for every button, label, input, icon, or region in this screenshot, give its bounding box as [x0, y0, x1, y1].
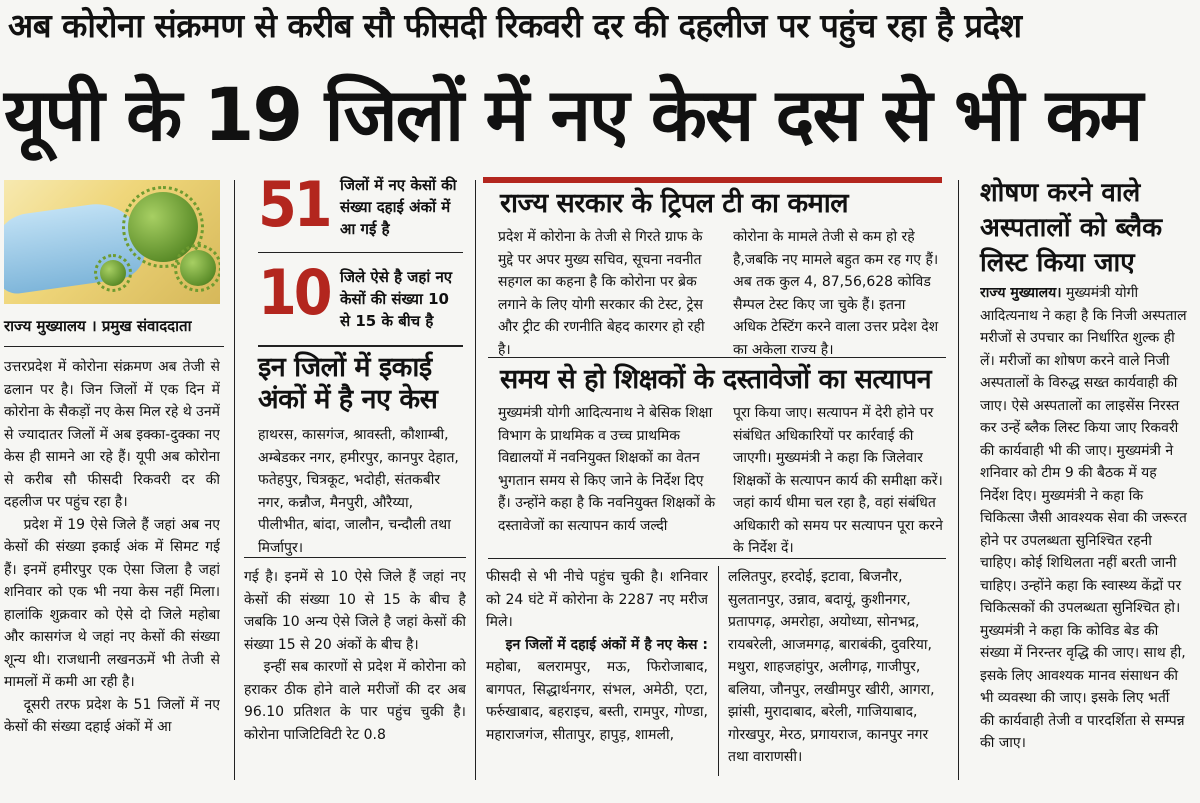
divider: [488, 357, 946, 358]
blacklist-body: मुख्यमंत्री योगी आदित्यनाथ ने कहा है कि निजी अस्पताल मरीजों से उपचार का निर्धारित शुल्क ही लें। मरीजों का शोषण करने वाले निजी अस्पतालों के विरुद्ध सख्त कार्यवाही की जाए। ऐसे अस्पतालों का लाइसेंस निरस्त कर उन्हें ब्लैक लिस्ट किया जाए रिकवरी की कार्यवाही भी की जाए। मुख्यमंत्री ने शनिवार को टीम 9 की बैठक में यह निर्देश दिए। मुख्यमंत्री ने कहा कि चिकित्सा जैसी आवश्यक सेवा की जरूरत होने पर उपलब्धता सुनिश्चित रहनी चाहिए। कोई शिथिलता नहीं बरती जानी चाहिए। उन्होंने कहा कि स्वास्थ्य केंद्रों पर चिकित्सकों की उपलब्धता सुनिश्चित हो। मुख्यमंत्री ने कहा कि कोविड बेड की संख्या में निरन्तर वृद्धि की जाए। साथ ही, इसके लिए आवश्यक मानव संसाधन की भी व्यवस्था की जाए। इसके लिए भर्ती की कार्यवाही तेजी व पारदर्शिता से सम्पन्न की जाए।: [980, 285, 1187, 751]
triple-t-left-text: प्रदेश में कोरोना के तेजी से गिरते ग्राफ के मुद्दे पर अपर मुख्य सचिव, सूचना नवनीत सहगल का कहना है कि कोरोना पर ब्रेक लगाने के लिए योगी सरकार की टेस्ट, ट्रेस और ट्रीट की रणनीति बेहद कारगर हो रही है।: [498, 229, 705, 358]
column-divider: [958, 180, 959, 780]
district-list-label: इन जिलों में दहाई अंकों में है नए केस :: [505, 636, 708, 653]
double-digit-district-list-cont: ललितपुर, हरदोई, इटावा, बिजनौर, सुलतानपुर, उन्नाव, बदायूं, कुशीनगर, प्रतापगढ़, अमरोहा, अयोध्या, सोनभद्र, रायबरेली, आजमगढ़, बाराबंकी, दुवरिया, मथुरा, शाहजहांपुर, अलीगढ़, गाजीपुर, बलिया, जौनपुर, लखीमपुर खीरी, आगरा, झांसी, मुरादाबाद, बरेली, गाजियाबाद, गोरखपुर, मेरठ, प्रगायराज, कानपुर नगर तथा वाराणसी।: [728, 569, 935, 765]
double-digit-district-list: महोबा, बलरामपुर, मऊ, फिरोजाबाद, बागपत, सिद्धार्थनगर, संभल, अमेठी, एटा, फर्रुखाबाद, बहराइच, बस्ती, रामपुर, गोण्डा, महाराजगंज, सीतापुर, हापुड़, शामली,: [486, 659, 708, 743]
paragraph: इन्हीं सब कारणों से प्रदेश में कोरोना को हराकर ठीक होने वाले मरीजों की दर अब 96.10 प्रतिशत के पार पहुंच चुकी है। कोरोना पाजिटिविटी रेट 0.8: [244, 659, 466, 743]
stat-text: जिले ऐसे है जहां नए केसों की संख्या 10 से 15 के बीच है: [340, 268, 453, 330]
divider: [258, 345, 463, 347]
column-divider: [234, 180, 235, 780]
divider: [4, 346, 224, 347]
teachers-right-text: पूरा किया जाए। सत्यापन में देरी होने पर संबंधित अधिकारियों पर कार्रवाई की जाएगी। मुख्यमंत्री ने कहा कि जिलेवार शिक्षकों के सत्यापन कार्य की समीक्षा करें। जहां कार्य धीमा चल रहा है, वहां संबंधित अधिकारी को समय पर सत्यापन पूरा करने के निर्देश दें।: [733, 405, 943, 556]
virus-icon: [100, 260, 126, 286]
triple-t-right-text: कोरोना के मामले तेजी से कम हो रहे है,जबकि नए मामले बहुत कम रह गए हैं। अब तक कुल 4, 87,56,628 कोविड सैम्पल टेस्ट किए जा चुके हैं। इतना अधिक टेस्टिंग करने वाला उत्तर प्रदेश देश का अकेला राज्य है।: [733, 229, 939, 358]
paragraph: प्रदेश में 19 ऐसे जिले हैं जहां अब नए केसों की संख्या इकाई अंक में सिमट गई हैं। इनमें हमीरपुर एक ऐसा जिला है जहां शनिवार को एक भी नया केस नहीं मिला। हालांकि शुक्रवार को ऐसे दो जिले महोबा और कासगंज थे जहां नए केसों की संख्या शून्य थी। राजधानी लखनऊमें भी तेजी से मामलों में कमी आ रही है।: [4, 516, 220, 690]
coronavirus-illustration: [4, 180, 220, 304]
divider: [258, 252, 463, 253]
paragraph: गई है। इनमें से 10 ऐसे जिले हैं जहां नए केसों की संख्या 10 से 15 के बीच है जबकि 10 अन्य ऐसे जिले है जहां केसों की संख्या 15 से 20 अंकों के बीच है।: [244, 569, 466, 653]
teachers-left-text: मुख्यमंत्री योगी आदित्यनाथ ने बेसिक शिक्षा विभाग के प्राथमिक व उच्च प्राथमिक विद्यालयों में नवनियुक्त शिक्षकों का वेतन भुगतान समय से किए जाने के निर्देश दिए हैं। उन्होंने कहा है कि नवनियुक्त शिक्षकों के दस्तावेजों का सत्यापन कार्य जल्दी: [498, 405, 716, 534]
stat-number: 10: [258, 256, 330, 329]
column-divider: [718, 566, 719, 776]
single-digit-box-title: इन जिलों में इकाई अंकों में है नए केस: [258, 352, 438, 415]
dateline: राज्य मुख्यालय।: [980, 285, 1062, 301]
blacklist-article: [980, 282, 1188, 777]
paragraph: उत्तरप्रदेश में कोरोना संक्रमण अब तेजी से ढलान पर है। जिन जिलों में एक दिन में कोरोना के सैकड़ों नए केस मिल रहे थे उनमें से ज्यादातर जिलों में अब इक्का-दुक्का नए केस ही सामने आ रहे हैं। यूपी अब कोरोना से करीब सौ फीसदी रिकवरी दर की दहलीज पर पहुंच रहा है।: [4, 359, 220, 510]
stat-number: 51: [258, 168, 330, 241]
article-column-1: [4, 356, 220, 776]
blacklist-title: शोषण करने वाले अस्पतालों को ब्लैक लिस्ट किया जाए: [980, 178, 1163, 278]
paragraph: दूसरी तरफ प्रदेश के 51 जिलों में नए केसों की संख्या दहाई अंकों में आ: [4, 696, 220, 735]
article-column-2: [244, 566, 466, 776]
single-digit-district-list: हाथरस, कासगंज, श्रावस्ती, कौशाम्बी, अम्बेडकर नगर, हमीरपुर, कानपुर देहात, फतेहपुर, चित्रकूट, भदोही, संतकबीर नगर, कन्नौज, मैनपुरी, औरैय्या, पीलीभीत, बांदा, जालौन, चन्दौली तथा मिर्जापुर।: [258, 427, 459, 556]
divider: [488, 558, 946, 559]
main-headline: यूपी के 19 जिलों में नए केस दस से भी कम: [4, 73, 1142, 158]
paragraph: फीसदी से भी नीचे पहुंच चुकी है। शनिवार को 24 घंटे में कोरोना के 2287 नए मरीज मिले।: [486, 569, 708, 630]
virus-icon: [180, 250, 216, 286]
column-divider: [475, 180, 476, 780]
kicker-headline: अब कोरोना संक्रमण से करीब सौ फीसदी रिकवरी दर की दहलीज पर पहुंच रहा है प्रदेश: [8, 6, 1022, 45]
teachers-title: समय से हो शिक्षकों के दस्तावेजों का सत्यापन: [500, 364, 932, 395]
divider: [244, 557, 466, 558]
byline: राज्य मुख्यालय । प्रमुख संवाददाता: [4, 317, 192, 335]
accent-bar: [483, 177, 942, 183]
triple-t-title: राज्य सरकार के ट्रिपल टी का कमाल: [500, 188, 849, 219]
article-column-3: [486, 566, 708, 776]
stat-text: जिलों में नए केसों की संख्या दहाई अंकों में आ गई है: [340, 176, 457, 238]
